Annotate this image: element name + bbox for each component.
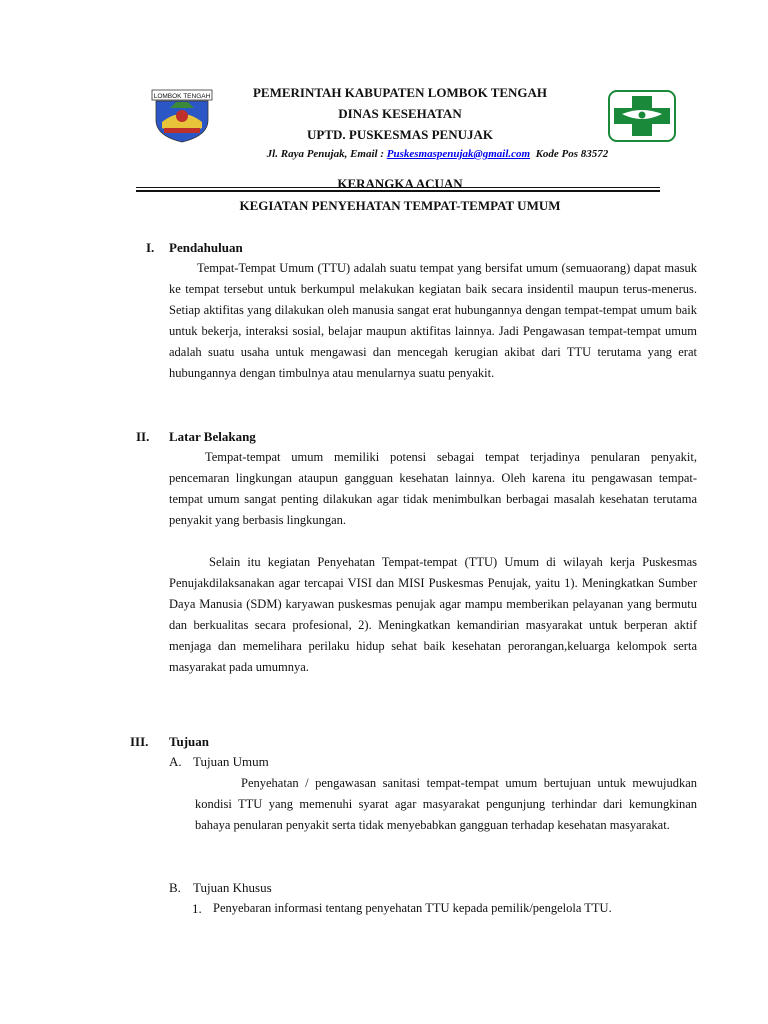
section-1-paragraph: Tempat-Tempat Umum (TTU) adalah suatu tempat yang bersifat umum (semuaorang) dapat masuk ke tempat tersebut untuk berkumpul melakukan kegiatan baik secara insidentil maupun terus-menerus. Setiap aktifitas yang dilakukan oleh manusia sangat erat hubungannya dengan tempat-tempat umum baik untuk bekerja, interaksi sosial, belajar maupun aktifitas lainnya. Jadi Pengawasan tempat-tempat umum adalah suatu usaha untuk mengawasi dan mencegah kerugian akibat dari TTU terutama yang erat hubungannya dengan timbulnya atau menularnya suatu penyakit. — [169, 261, 697, 380]
document-title: KERANGKA ACUAN — [337, 176, 463, 191]
header-address — [200, 148, 675, 160]
puskesmas-logo — [608, 90, 676, 142]
subsection-b-label: B. — [169, 880, 181, 895]
section-1-number: I. — [146, 240, 155, 255]
postal-code: Kode Pos 83572 — [535, 148, 609, 160]
email-link[interactable]: Puskesmaspenujak@gmail.com — [386, 148, 531, 160]
section-2-paragraph-1: Tempat-tempat umum memiliki potensi sebagai tempat terjadinya penularan penyakit, pencemaran lingkungan ataupun gangguan kesehatan lainnya. Oleh karena itu pengawasan tempat-tempat umum sangat penting dilakukan agar tidak menimbulkan berbagai masalah kesehatan terutama penyakit yang berbasis lingkungan. — [169, 450, 697, 527]
document-subtitle: KEGIATAN PENYEHATAN TEMPAT-TEMPAT UMUM — [239, 198, 561, 213]
logo-caption: LOMBOK TENGAH — [153, 93, 211, 100]
section-3-heading: Tujuan — [169, 734, 209, 749]
subsection-a-heading: Tujuan Umum — [193, 754, 269, 769]
section-2-heading: Latar Belakang — [169, 429, 256, 444]
header-department: DINAS KESEHATAN — [338, 106, 462, 121]
section-2-number: II. — [136, 429, 150, 444]
subsection-a-paragraph: Penyehatan / pengawasan sanitasi tempat-tempat umum bertujuan untuk mewujudkan kondisi TTU yang memenuhi syarat agar masyarakat pengunjung terhindar dari kemungkinan bahaya penularan penyakit serta tidak menyebabkan gangguan terhadap kesehatan masyarakat. — [195, 776, 697, 832]
subsection-b-heading: Tujuan Khusus — [193, 880, 272, 895]
section-3-number: III. — [130, 734, 149, 749]
section-1-heading: Pendahuluan — [169, 240, 243, 255]
objective-item-text: Penyebaran informasi tentang penyehatan TTU kepada pemilik/pengelola TTU. — [213, 901, 612, 915]
objective-item-number: 1. — [192, 901, 202, 916]
header-unit: UPTD. PUSKESMAS PENUJAK — [307, 127, 493, 142]
subsection-a-label: A. — [169, 754, 182, 769]
header-government: PEMERINTAH KABUPATEN LOMBOK TENGAH — [252, 85, 548, 100]
address-text: Jl. Raya Penujak, Email : — [266, 148, 387, 160]
section-2-paragraph-2: Selain itu kegiatan Penyehatan Tempat-tempat (TTU) Umum di wilayah kerja Puskesmas Penujakdilaksanakan agar tercapai VISI dan MISI Puskesmas Penujak, yaitu 1). Meningkatkan Sumber Daya Manusia (SDM) karyawan puskesmas penujak agar mampu memberikan pelayanan yang bermutu dan berkualitas secara profesional, 2). Meningkatkan kemandirian masyarakat untuk berperan aktif menjaga dan memelihara perilaku hidup sehat baik kesehatan perorangan,keluarga kelompok serta masyarakat pada umumnya. — [169, 555, 697, 674]
